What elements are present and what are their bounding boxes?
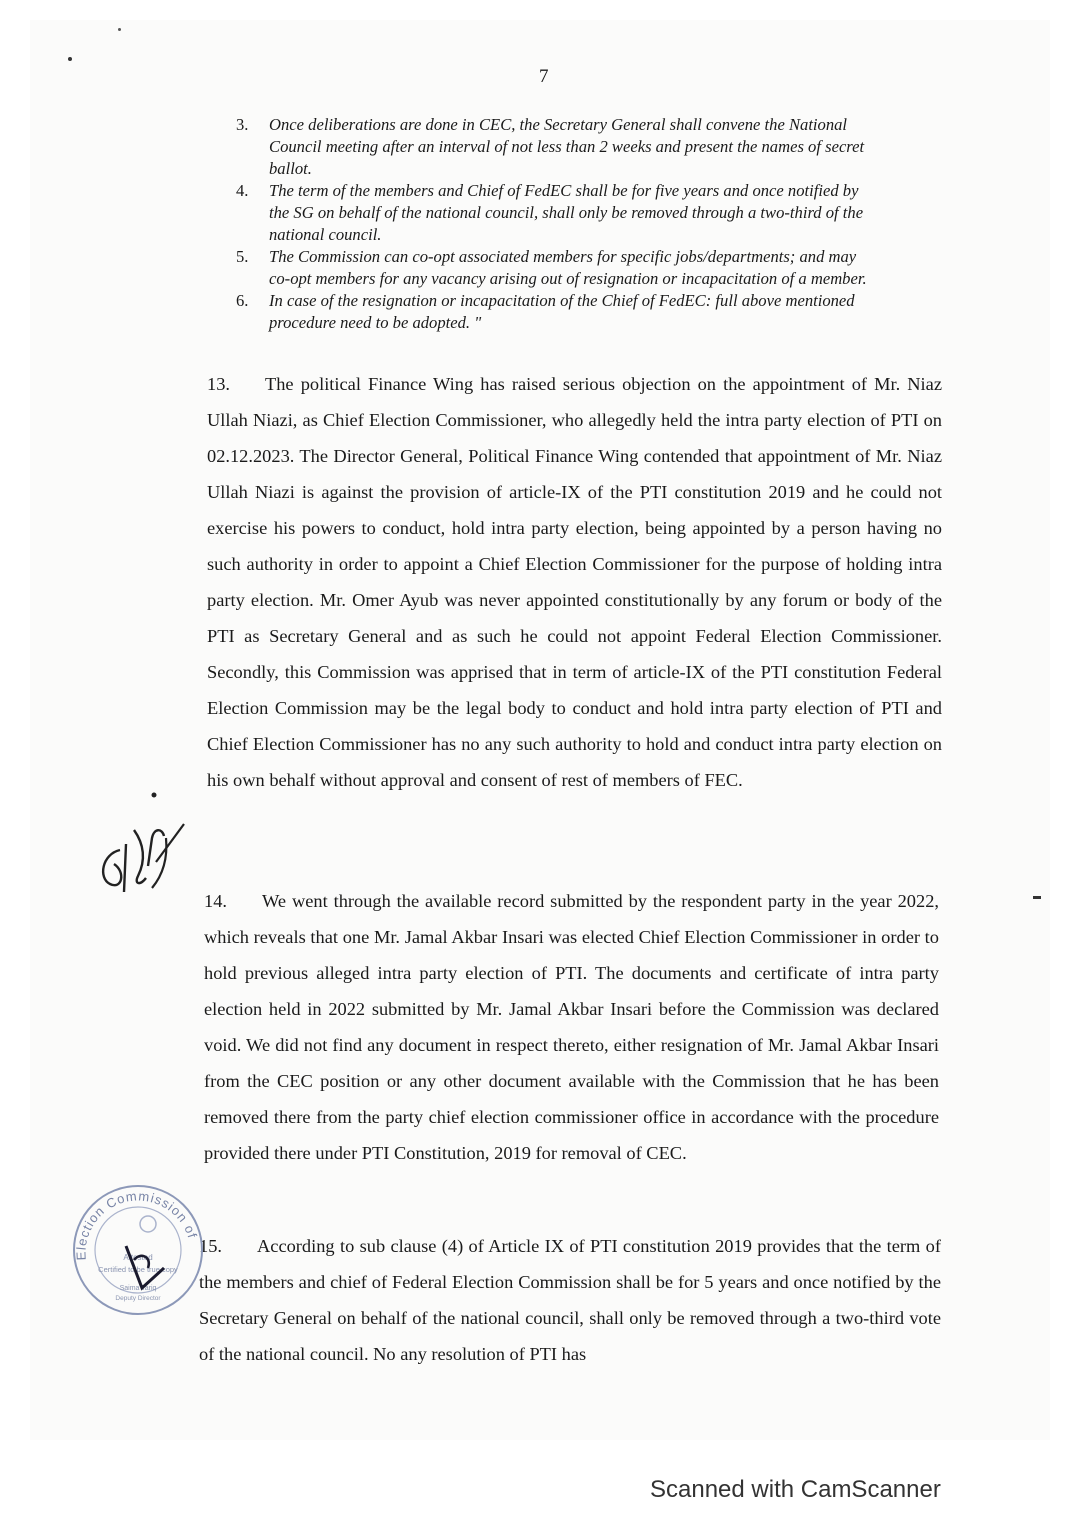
official-stamp xyxy=(68,1180,208,1325)
quote-item xyxy=(236,114,876,180)
quote-item-number: 5. xyxy=(236,247,249,266)
quote-item-text: The term of the members and Chief of FedEC shall be for five years and once notified by the SG on behalf of the national council, shall only be removed through a two-third of the national council. xyxy=(269,181,864,244)
quote-item-number: 3. xyxy=(236,115,249,134)
quote-item-text: The Commission can co-opt associated members for specific jobs/departments; and may co-opt members for any vacancy arising out of resignation or incapacitation of a member. xyxy=(269,247,867,288)
quote-item xyxy=(236,290,876,334)
stamp-text-attested: Attested xyxy=(123,1253,153,1262)
page-number: 7 xyxy=(539,66,549,87)
quote-item xyxy=(236,180,876,246)
quote-item-number: 6. xyxy=(236,291,249,310)
scanner-watermark: Scanned with CamScanner xyxy=(650,1476,941,1503)
stamp-text-designation: Deputy Director xyxy=(115,1295,161,1302)
paragraph-text: According to sub clause (4) of Article IX of PTI constitution 2019 provides that the term of the members and chief of Federal Election Commission shall be for 5 years and once notified by the Secretary General on behalf of the national council, shall only be removed through a two-third vote of the national council. No any resolution of PTI has xyxy=(199,1236,941,1364)
scan-speck xyxy=(1033,896,1041,899)
paragraph-text: We went through the available record submitted by the respondent party in the year 2022, which reveals that one Mr. Jamal Akbar Insari was elected Chief Election Commissioner in order to hold previous alleged intra party election of PTI. The documents and certificate of intra party election held in 2022 submitted by Mr. Jamal Akbar Insari before the Commission was declared void. We did not find any document in respect thereto, either resignation of Mr. Jamal Akbar Insari from the CEC position or any other document available with the Commission that he has been removed there from the party chief election commissioner office in accordance with the procedure provided there under PTI Constitution, 2019 for removal of CEC. xyxy=(204,891,939,1163)
paragraph-text: The political Finance Wing has raised serious objection on the appointment of Mr. Niaz Ullah Niazi, as Chief Election Commissioner, who allegedly held the intra party election of PTI on 02.12.2023. The Director General, Political Finance Wing contended that appointment of Mr. Niaz Ullah Niazi is against the provision of article-IX of the PTI constitution 2019 and he could not exercise his powers to conduct, hold intra party election, being appointed by a person having no such authority in order to appoint a Chief Election Commissioner for the purpose of holding intra party election. Mr. Omer Ayub was never appointed constitutionally by any forum or body of the PTI as Secretary General and as such he could not appoint Federal Election Commissioner. Secondly, this Commission was apprised that in term of article-IX of the PTI constitution Federal Election Commission may be the legal body to conduct and hold intra party election of PTI and Chief Election Commissioner has no any such authority to hold and conduct intra party election on his own behalf without approval and consent of rest of members of FEC. xyxy=(207,374,942,790)
paragraph-13 xyxy=(207,366,942,798)
paragraph-number: 14. xyxy=(204,891,227,911)
paragraph-number: 15. xyxy=(199,1236,222,1256)
paragraph-14 xyxy=(204,883,939,1171)
paragraph-15 xyxy=(199,1228,941,1372)
stamp-text-officer: Saima Tariq xyxy=(119,1285,157,1292)
quote-item xyxy=(236,246,876,290)
paragraph-number: 13. xyxy=(207,374,230,394)
quote-item-text: In case of the resignation or incapacitation of the Chief of FedEC: full above mentioned procedure need to be adopted. " xyxy=(269,291,855,332)
quoted-procedure-list xyxy=(236,114,876,334)
scan-speck xyxy=(68,57,72,61)
handwritten-signature xyxy=(90,780,200,905)
scan-speck xyxy=(118,28,121,31)
stamp-text-certified: Certified to be true copy xyxy=(98,1265,178,1274)
stamp-ring-text: Election Commission of xyxy=(73,1188,201,1261)
quote-item-text: Once deliberations are done in CEC, the Secretary General shall convene the National Council meeting after an interval of not less than 2 weeks and present the names of secret ballot. xyxy=(269,115,865,178)
quote-item-number: 4. xyxy=(236,181,249,200)
